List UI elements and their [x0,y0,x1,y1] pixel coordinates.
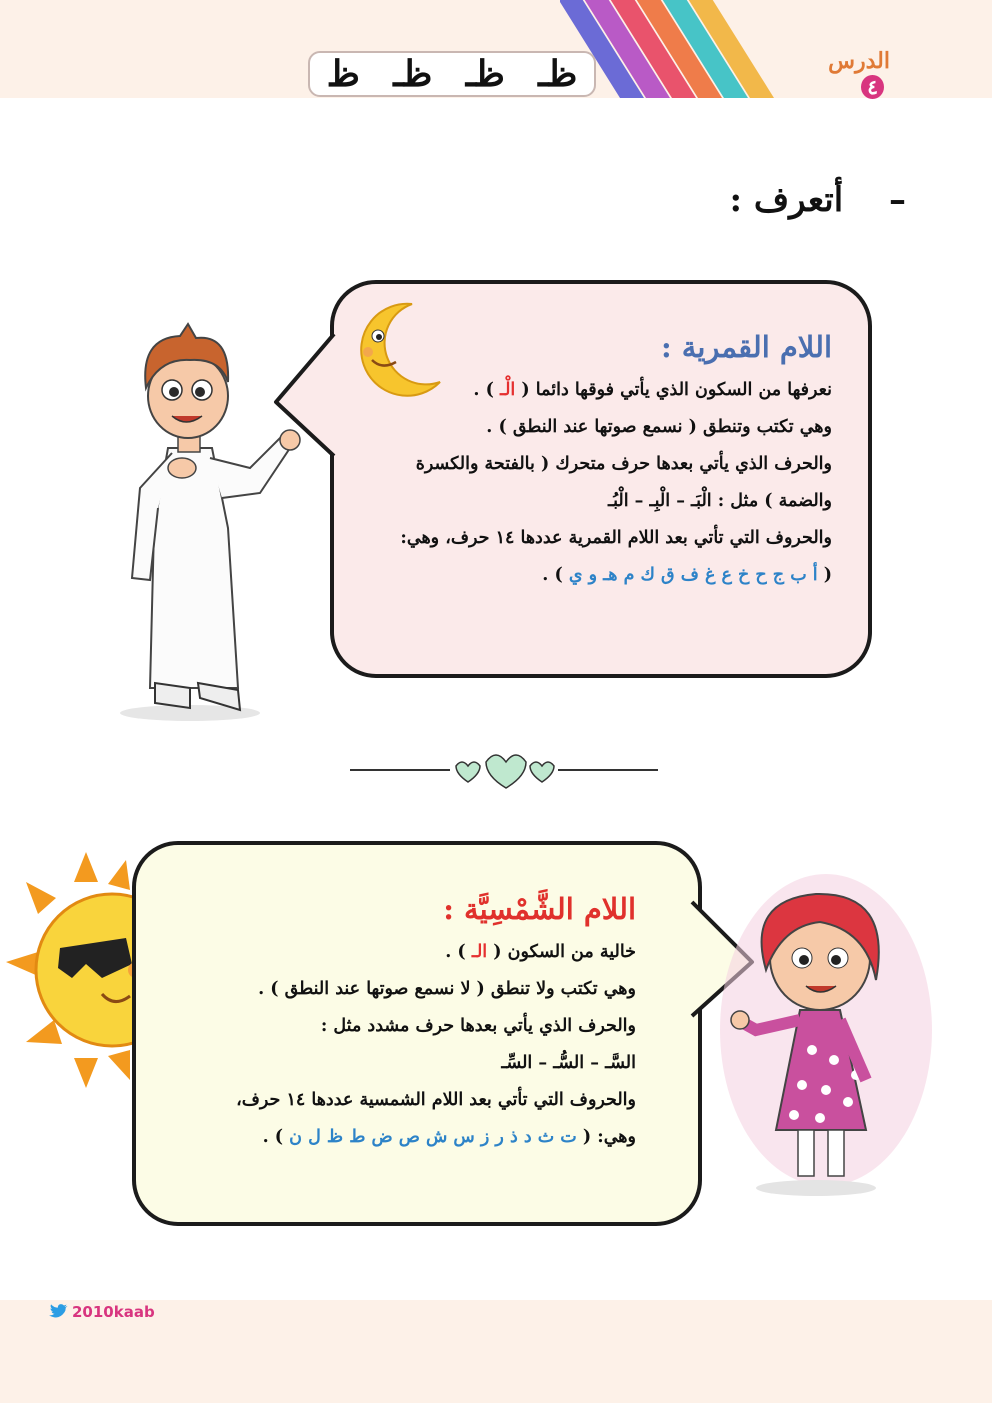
sun-line-1-text: خالية من السكون ( [493,942,636,962]
moon-line-1 [372,372,832,409]
moon-bubble-content [372,330,832,594]
footer-handle[interactable] [48,1303,155,1321]
sun-letters-line [170,1119,636,1156]
section-heading [700,180,906,220]
moon-line-5: والحروف التي تأتي بعد اللام القمرية عددها ١٤ حرف، وهي: [400,528,832,548]
sun-line-3: والحرف الذي يأتي بعدها حرف مشدد مثل : [320,1016,636,1036]
lesson-label-text: الدرس [828,48,890,74]
sun-line-1-end: ) . [445,942,466,962]
moon-line-2: وهي تكتب وتنطق ( نسمع صوتها عند النطق ) . [486,417,832,437]
footer-handle-text: 2010kaab [72,1303,155,1321]
moon-lam-example: الْـ [499,380,516,400]
sun-lam-title: اللام الشَّمْسِيَّة : [443,892,636,926]
sun-bubble-content [170,892,636,1156]
letter-form: ظـ [465,53,505,95]
sun-line-1 [170,934,636,971]
sun-line-6-text: وهي: [597,1127,636,1147]
moon-line-4: والضمة ) مثل : الْبَـ – الْبِـ – الْبُـ [607,491,832,511]
letter-form: ظـ [393,53,433,95]
lesson-number: ٤ [861,75,884,99]
moon-letters: أ ب ج ح خ ع غ ف ق ك م هـ و ي [568,565,818,585]
hearts-divider [350,748,658,790]
girl-illustration [716,870,942,1200]
moon-bubble-tail [272,330,338,460]
lesson-label [800,48,890,100]
sun-line-4: السَّـ – السُّـ – السِّـ [501,1053,636,1073]
twitter-bird-icon [48,1304,68,1320]
sun-letters: ت ث د ذ ر ز س ش ص ض ط ظ ل ن [289,1127,577,1147]
letter-form: ظ [326,53,360,95]
sun-line-5: والحروف التي تأتي بعد اللام الشمسية عددها ١٤ حرف، [236,1090,636,1110]
sun-lam-example: الـ [471,942,488,962]
sun-letters-open: ( [582,1127,592,1147]
sun-icon [6,852,140,1088]
letter-forms-box [308,51,596,97]
moon-line-3: والحرف الذي يأتي بعدها حرف متحرك ( بالفتحة والكسرة [415,454,832,474]
sun-letters-close: ) . [262,1127,284,1147]
moon-letters-close: ) . [542,565,563,585]
sun-line-2: وهي تكتب ولا تنطق ( لا نسمع صوتها عند النطق ) . [258,979,636,999]
letter-form: ظـ [538,53,578,95]
heading-dash: – [889,180,906,220]
moon-lam-title: اللام القمرية : [661,330,832,364]
moon-line-1-text: نعرفها من السكون الذي يأتي فوقها دائما ( [521,380,832,400]
moon-letters-line [372,557,832,594]
moon-line-1-end: ) . [473,380,494,400]
heading-title: أتعرف : [729,180,844,220]
moon-letters-open: ( [823,565,832,585]
